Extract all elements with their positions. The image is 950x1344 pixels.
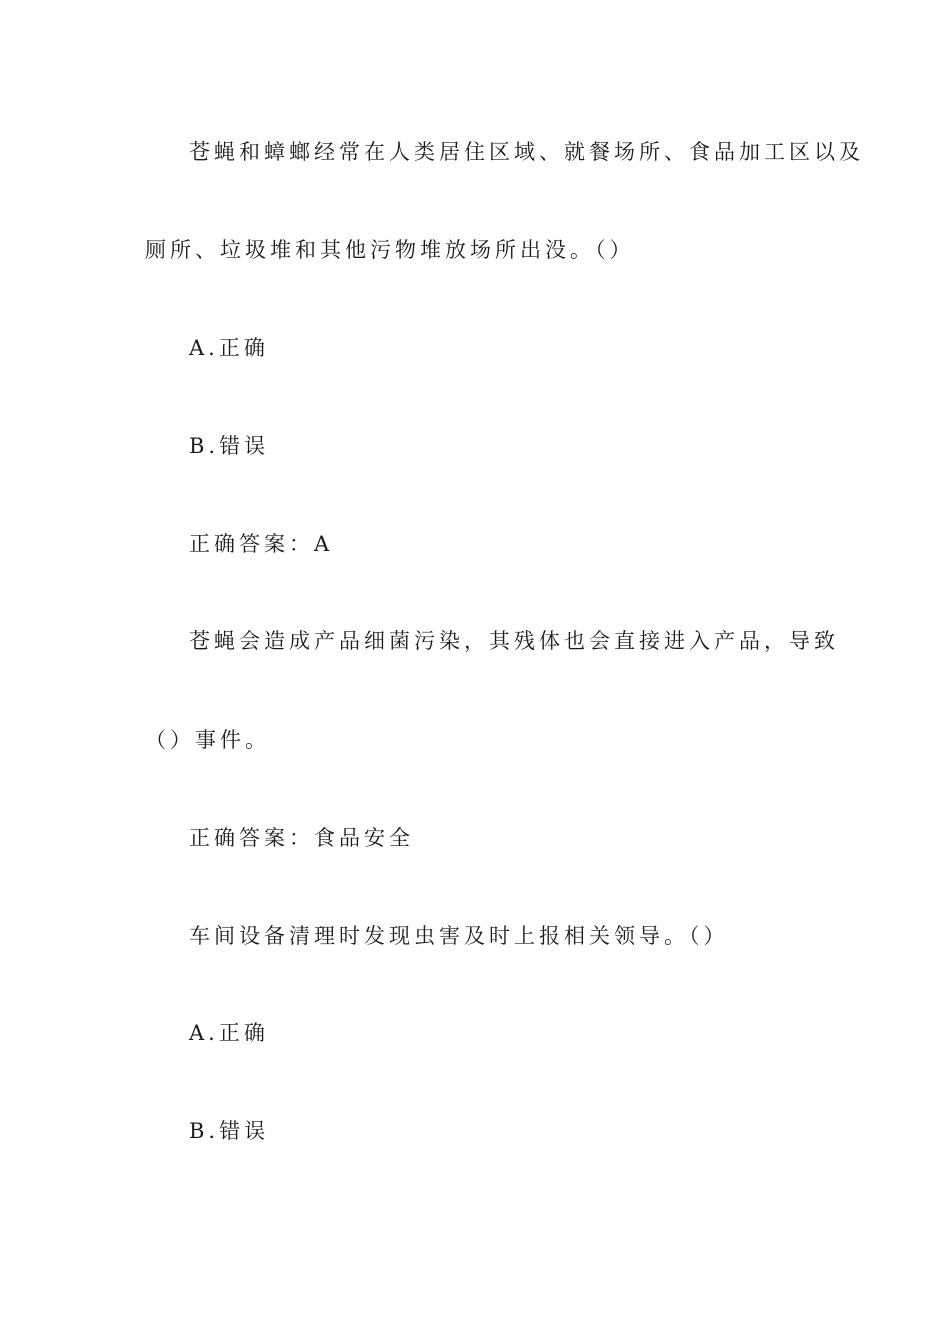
question-2-answer: 正确答案：食品安全	[189, 826, 414, 850]
question-2-text-line-1: 苍蝇会造成产品细菌污染，其残体也会直接进入产品，导致	[189, 629, 839, 653]
question-1-text-line-2: 厕所、垃圾堆和其他污物堆放场所出没。（）	[145, 238, 635, 262]
question-1-option-a: A.正确	[189, 336, 269, 360]
question-3-option-b: B.错误	[189, 1119, 270, 1143]
question-3-option-a: A.正确	[189, 1021, 269, 1045]
question-2-text-line-2: （）事件。	[145, 728, 270, 752]
question-1-option-b: B.错误	[189, 434, 270, 458]
question-1-answer: 正确答案：A	[189, 532, 334, 556]
question-1-text-line-1: 苍蝇和蟑螂经常在人类居住区域、就餐场所、食品加工区以及	[189, 140, 864, 164]
question-3-text-line-1: 车间设备清理时发现虫害及时上报相关领导。（）	[189, 924, 729, 948]
